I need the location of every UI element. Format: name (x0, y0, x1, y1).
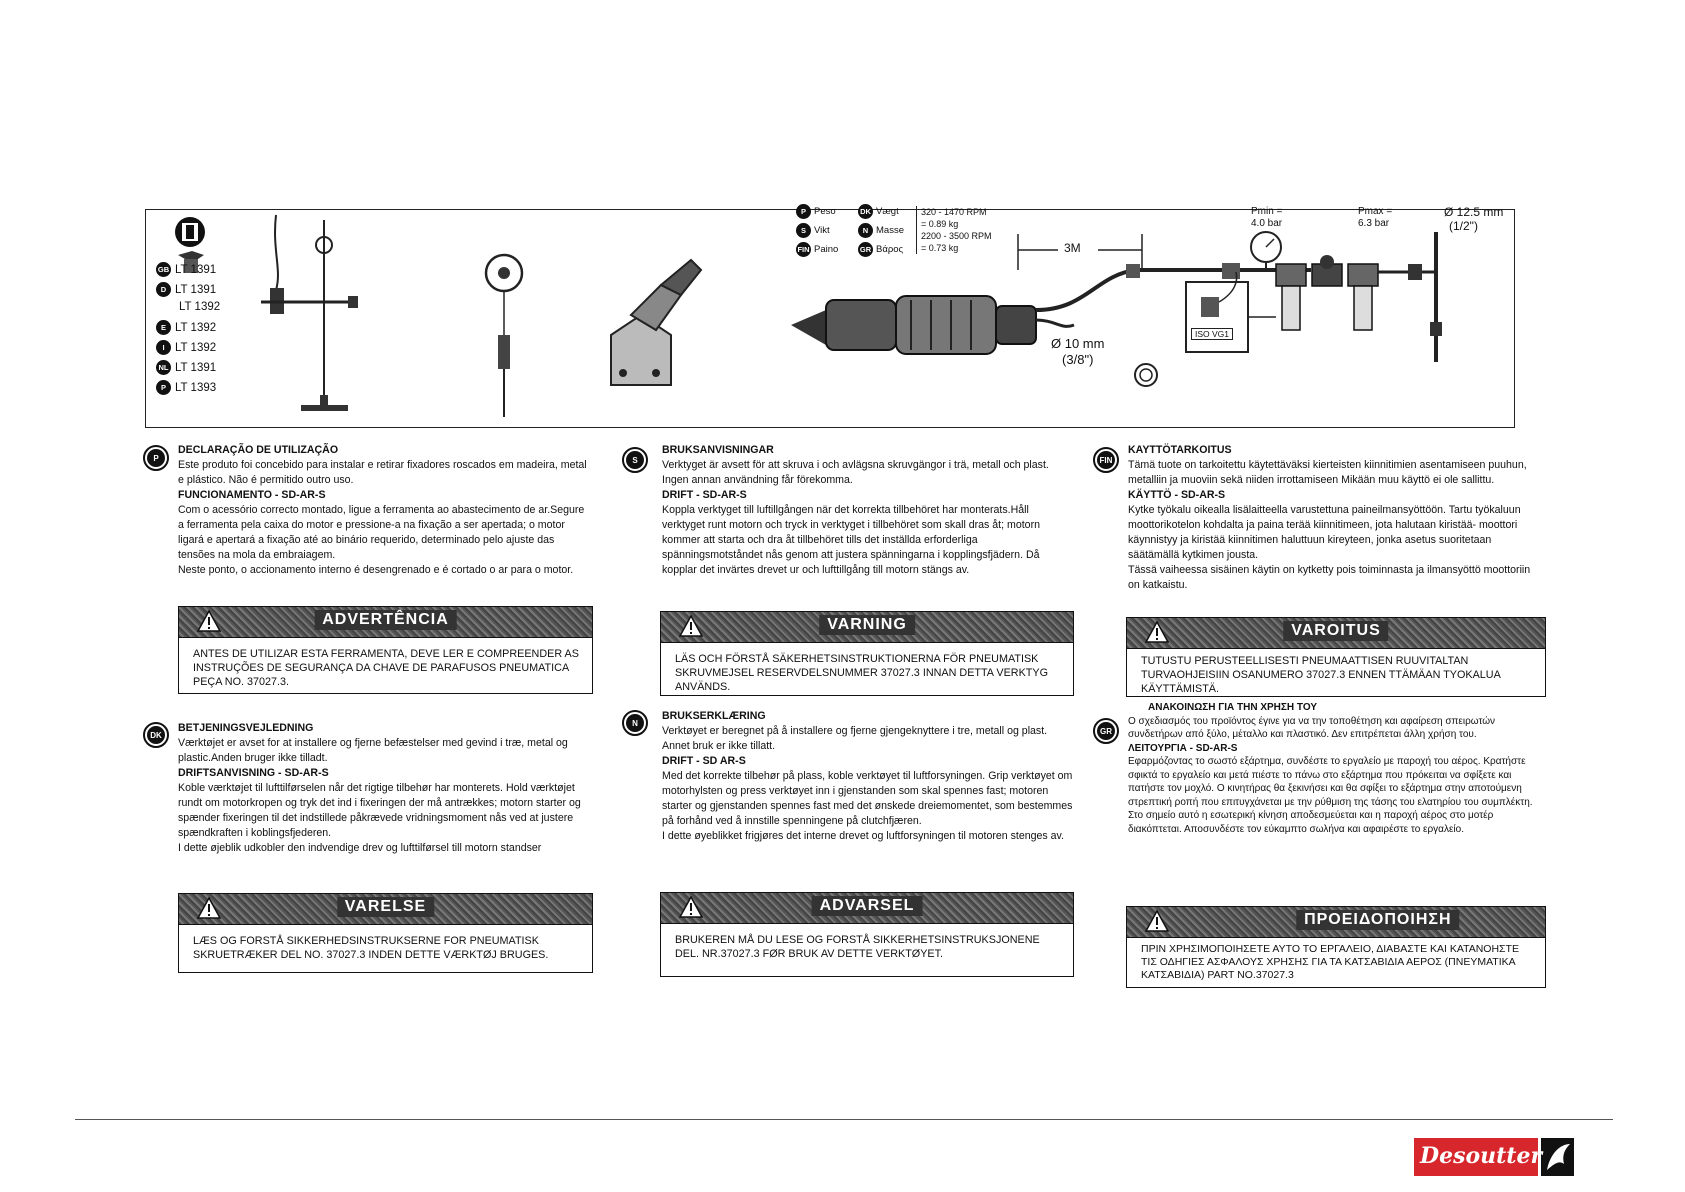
lang-badge: DK (147, 726, 165, 744)
lang-badge: FIN (1097, 451, 1115, 469)
section-title: BRUKSANVISNINGAR (662, 444, 774, 456)
warning-text: ANTES DE UTILIZAR ESTA FERRAMENTA, DEVE LER E COMPREENDER AS INSTRUÇÕES DE SEGURANÇA DA CHAVE DE PARAFUSOS PNEUMATICA PEÇA NO. 37027.3. (193, 648, 579, 688)
lt-code-row (156, 360, 216, 375)
pmin-value: 4.0 bar (1251, 218, 1283, 229)
lt-code-row (156, 262, 216, 277)
warning-bar (179, 894, 592, 925)
warning-text: ΠΡΙΝ ΧΡΗΣΙΜΟΠΟΙΗΣΕΤΕ ΑΥΤΟ ΤΟ ΕΡΓΑΛΕΙΟ, ΔΙΑΒΑΣΤΕ ΚΑΙ ΚΑΤΑΝΟΗΣΤΕ ΤΙΣ ΟΔΗΓΙΕΣ ΑΣΦΑΛΟΥΣ ΧΡΗΣΗΣ ΓΙΑ ΤΑ ΚΑΤΣΑΒΙΔΙΑ ΑΕΡΟΣ (ΠΝΕΥΜΑΤΙΚΑ ΚΑΤΣΑΒΙΔΙΑ) PART NO.37027.3 (1141, 943, 1519, 981)
lang-badge: GR (858, 242, 873, 257)
warning-title: VARELSE (337, 897, 434, 917)
lang-badge: GR (1097, 722, 1115, 740)
tool-kit-logo-icon (170, 215, 210, 290)
fitting-size: Ø 12.5 mm (1444, 205, 1504, 219)
warning-title: ΠΡΟΕΙΔΟΠΟΙΗΣΗ (1296, 910, 1459, 930)
lang-badge: N (858, 223, 873, 238)
weight-label: Vægt (876, 206, 899, 217)
lang-badge-fin (1093, 447, 1119, 473)
desoutter-logo (1414, 1134, 1574, 1180)
bit-holder-drawing-icon (601, 245, 711, 395)
rpm-spec (916, 206, 992, 254)
warning-title: VAROITUS (1283, 621, 1388, 641)
lt-code: LT 1392 (175, 321, 217, 334)
section-text: Στο σημείο αυτό η εσωτερική κίνηση αποδεσμεύεται και η παροχή αέρος στο μοτέρ διακόπτεται. Αποσυνδέστε τον εύκαμπτο σωλήνα και αφαιρέστε το εργαλείο. (1128, 810, 1494, 835)
section-pt (178, 443, 588, 578)
lang-badge: D (156, 282, 171, 297)
warning-text: LÄS OCH FÖRSTÅ SÄKERHETSINSTRUKTIONERNA FÖR PNEUMATISK SKRUVMEJSEL RESERVDELSNUMMER 37027.3 INNAN DETTA VERKTYG ANVÄNDS. (675, 653, 1048, 693)
lang-badge: I (156, 340, 171, 355)
pmax-spec (1358, 206, 1392, 230)
section-text: Kytke työkalu oikealla lisälaitteella varustettuna paineilmansyöttöön. Tartu työkaluun moottorikotelon kohdalta ja paina terää kiinnitimeen, jota halutaan kiristää- moottori käynnistyy ja kiristää kiinnitimen haluttuun kireyteen, jonka asetus suoritetaan säätämällä kytkimen jousta. (1128, 504, 1521, 561)
warning-bar (661, 612, 1073, 643)
warning-triangle-icon (197, 897, 221, 919)
pmin-spec (1251, 206, 1282, 230)
warning-triangle-icon (1145, 621, 1169, 643)
lang-badge-s (622, 447, 648, 473)
section-text: Com o acessório correcto montado, ligue a ferramenta ao abastecimento de ar.Segure a ferramenta pela caixa do motor e pressione-a na fixação a ser apertada; o motor ligará e apertará a fixação até ao binário requerido, determinado pelo ajuste das tensões na mola da embraiagem. (178, 504, 585, 561)
warning-title: ADVERTÊNCIA (314, 610, 457, 630)
section-text: Værktøjet er avset for at installere og fjerne befæstelser med gevind i træ, metal og plastic.Anden bruger ikke tilladt. (178, 737, 568, 764)
hose-diameter: Ø 10 mm (1051, 336, 1105, 351)
section-dk (178, 721, 593, 856)
lang-badge: P (796, 204, 811, 219)
warning-title: ADVARSEL (812, 896, 923, 916)
lang-badge: DK (858, 204, 873, 219)
section-text: Verktyget är avsett för att skruva i och avlägsna skruvgängor i trä, metall och plast. Ingen annan användning får förekomma. (662, 459, 1049, 486)
section-title: KAYTTÖTARKOITUS (1128, 444, 1232, 456)
section-subtitle: FUNCIONAMENTO - SD-AR-S (178, 489, 326, 501)
warning-box-s (660, 611, 1074, 696)
oil-grade: ISO VG1 (1191, 328, 1233, 340)
spec-weight (858, 204, 899, 219)
section-text: Koppla verktyget till luftillgången när det korrekta tillbehöret har monterats.Håll verktyget runt motorn och tryck in verktyget i tillbehöret som skall dras åt; motorn kommer att starta och dra åt tillbehöret tills det inställda erforderliga spänningsmotståndet nås genom att justera spänningarna i kopplingsfjädern. Då kopplar det invärtes drevet ur och lufttillgång till motorn stängs av. (662, 504, 1040, 576)
lt-code-row (156, 320, 216, 335)
spec-weight (858, 242, 903, 257)
hose-diameter-spec (1051, 336, 1104, 368)
section-subtitle: KÄYTTÖ - SD-AR-S (1128, 489, 1226, 501)
warning-box-dk (178, 893, 593, 973)
spec-weight (796, 242, 838, 257)
reaction-arm-drawing-icon (256, 210, 396, 425)
warning-text: LÆS OG FORSTÅ SIKKERHEDSINSTRUKSERNE FOR PNEUMATISK SKRUETRÆKER DEL NO. 37027.3 INDEN DETTE VÆRKTØJ BRUGES. (193, 935, 549, 961)
lang-badge-dk (143, 722, 169, 748)
spec-weight (858, 223, 904, 238)
section-text: Este produto foi concebido para instalar e retirar fixadores roscados em madeira, metal e plástico. Não é permitido outro uso. (178, 459, 587, 486)
warning-box-gr (1126, 906, 1546, 988)
weight-label: Paino (814, 244, 839, 255)
warning-box-fin (1126, 617, 1546, 697)
warning-triangle-icon (1145, 910, 1169, 932)
warning-box-n (660, 892, 1074, 977)
lang-badge: GB (156, 262, 171, 277)
section-text: Neste ponto, o accionamento interno é desengrenado e é cortado o ar para o motor. (178, 564, 574, 576)
lang-badge: E (156, 320, 171, 335)
warning-bar (1127, 907, 1545, 938)
lt-code: LT 1392 (175, 341, 217, 354)
fitting-spec (1444, 205, 1503, 233)
section-title: DECLARAÇÃO DE UTILIZAÇÃO (178, 444, 339, 456)
section-subtitle: DRIFTSANVISNING - SD-AR-S (178, 767, 329, 779)
lt-code: LT 1392 (179, 301, 221, 313)
section-text: Koble værktøjet til lufttilførselen når det rigtige tilbehør har monterets. Hold værktøjet rundt om motorkropen og tryk det ind i fixeringen der må antrækkes; motorn starter og spænder fixeringen til det indstillede påkrævede vridningsmoment nås ved at justere spændkraften i koblingsfjederen. (178, 782, 581, 839)
lang-badge: P (147, 449, 165, 467)
warning-bar (1127, 618, 1545, 649)
lt-code-row (156, 340, 216, 355)
section-fin (1128, 443, 1538, 593)
section-s (662, 443, 1072, 578)
brand-name: Desoutter (1420, 1143, 1543, 1169)
warning-bar (179, 607, 592, 638)
section-n (662, 709, 1074, 844)
warning-triangle-icon (679, 615, 703, 637)
rpm-line: 2200 - 3500 RPM (921, 231, 992, 241)
lt-code: LT 1393 (175, 381, 217, 394)
weight-label: Masse (876, 225, 904, 236)
section-text: Εφαρμόζοντας το σωστό εξάρτημα, συνδέστε το εργαλείο με παροχή του αέρος. Κρατήστε σφικτά το εργαλείο και μετά πιέστε το πάνω στο εξάρτημα που πρόκειται να σφίξετε και πατήστε τον μοχλό. Ο κινητήρας θα ξεκινήσει και θα σφίξει το εξάρτημα στην αποτούμενη στρεπτική ροπή που επιτυγχάνεται με την ρύθμιση της τάσης του ελατηρίου του συμπλέκτη. (1128, 756, 1533, 808)
warning-text: BRUKEREN MÅ DU LESE OG FORSTÅ SIKKERHETSINSTRUKSJONENE DEL. NR.37027.3 FØR BRUK AV DETTE VERKTØYET. (675, 934, 1040, 960)
pmin-label: Pmin = (1251, 206, 1283, 217)
section-subtitle: DRIFT - SD AR-S (662, 755, 746, 767)
section-text: Med det korrekte tilbehør på plass, koble verktøyet til luftforsyningen. Grip verktøyet om motorhylsten og press verktøyet inn i gjenstanden som skal spennes fast; motoren starter og gjenstanden spennes fast med det ønskede dreiemomentet, som bestemmes på forhånd ved å innstille spenningene på clutchfjæren. (662, 770, 1073, 827)
pmax-label: Pmax = (1358, 206, 1393, 217)
illustration-panel (145, 205, 1515, 428)
section-text: Ο σχεδιασμός του προϊόντος έγινε για να την τοποθέτηση και αφαίρεση σπειρωτών συνδετήρων από ξύλο, μέταλλο και πλαστικό. Δεν επιτρέπεται άλλη χρήση του. (1128, 715, 1496, 740)
pmax-value: 6.3 bar (1358, 218, 1390, 229)
section-title: ΑΝΑΚΟΙΝΩΣΗ ΓΙΑ ΤΗΝ ΧΡΗΣΗ ΤΟΥ (1148, 702, 1318, 713)
lt-code-row (156, 380, 216, 395)
lt-code-row (175, 301, 220, 313)
lang-badge: FIN (796, 242, 811, 257)
lt-code: LT 1391 (175, 263, 217, 276)
rpm-line: = 0.73 kg (921, 243, 959, 253)
lt-code-row (156, 282, 216, 297)
section-text: I dette øjeblik udkobler den indvendige drev og lufttilførsel till motorn standser (178, 842, 542, 854)
hose-length: 3M (1064, 241, 1081, 255)
warning-box-pt (178, 606, 593, 694)
hose-diameter-inch: (3/8") (1062, 352, 1094, 367)
section-subtitle: ΛΕΙΤΟΥΡΓΙΑ - SD-AR-S (1128, 742, 1238, 754)
lang-badge-gr (1093, 718, 1119, 744)
warning-triangle-icon (197, 610, 221, 632)
warning-bar (661, 893, 1073, 924)
section-text: I dette øyeblikket frigjøres det interne drevet og luftforsyningen til motoren stenges av. (662, 830, 1064, 842)
fitting-size-inch: (1/2") (1449, 219, 1478, 233)
lang-badge: NL (156, 360, 171, 375)
balancer-drawing-icon (476, 245, 536, 425)
lt-code: LT 1391 (175, 283, 217, 296)
warning-triangle-icon (679, 896, 703, 918)
weight-label: Vikt (814, 225, 830, 236)
lang-badge: N (626, 714, 644, 732)
spec-weight (796, 204, 836, 219)
lang-badge: S (796, 223, 811, 238)
warning-title: VARNING (819, 615, 915, 635)
lang-badge-n (622, 710, 648, 736)
section-text: Tässä vaiheessa sisäinen käytin on kytketty pois toiminnasta ja ilmansyöttö moottoriin on katkaistu. (1128, 564, 1531, 591)
section-title: BRUKSERKLÆRING (662, 710, 766, 722)
warning-text: TUTUSTU PERUSTEELLISESTI PNEUMAATTISEN RUUVITALTAN TURVAOHJEISIIN OSANUMERO 37027.3 ENNEN TTÄMÄAN TYOKALUA KÄYTTÄMISTÄ. (1141, 655, 1501, 695)
lang-badge: S (626, 451, 644, 469)
section-text: Tämä tuote on tarkoitettu käytettäväksi kierteisten kiinnitimien asentamiseen puuhun, metalliin ja muoviin sekä niiden irrottamiseen Mikään muu käyttö ei ole sallittu. (1128, 459, 1527, 486)
lt-code: LT 1391 (175, 361, 217, 374)
section-title: BETJENINGSVEJLEDNING (178, 722, 314, 734)
section-subtitle: DRIFT - SD-AR-S (662, 489, 747, 501)
weight-label: Βάρος (876, 244, 904, 255)
lang-badge: P (156, 380, 171, 395)
rpm-line: 320 - 1470 RPM (921, 207, 987, 217)
spec-weight (796, 223, 830, 238)
hose-ring-icon (1131, 360, 1161, 390)
weight-label: Peso (814, 206, 836, 217)
rpm-line: = 0.89 kg (921, 219, 959, 229)
lang-badge-p (143, 445, 169, 471)
section-gr (1128, 701, 1546, 836)
footer-divider (75, 1119, 1613, 1120)
section-text: Verktøyet er beregnet på å installere og fjerne gjengeknyttere i tre, metall og plast. Annet bruk er ikke tillatt. (662, 725, 1048, 752)
